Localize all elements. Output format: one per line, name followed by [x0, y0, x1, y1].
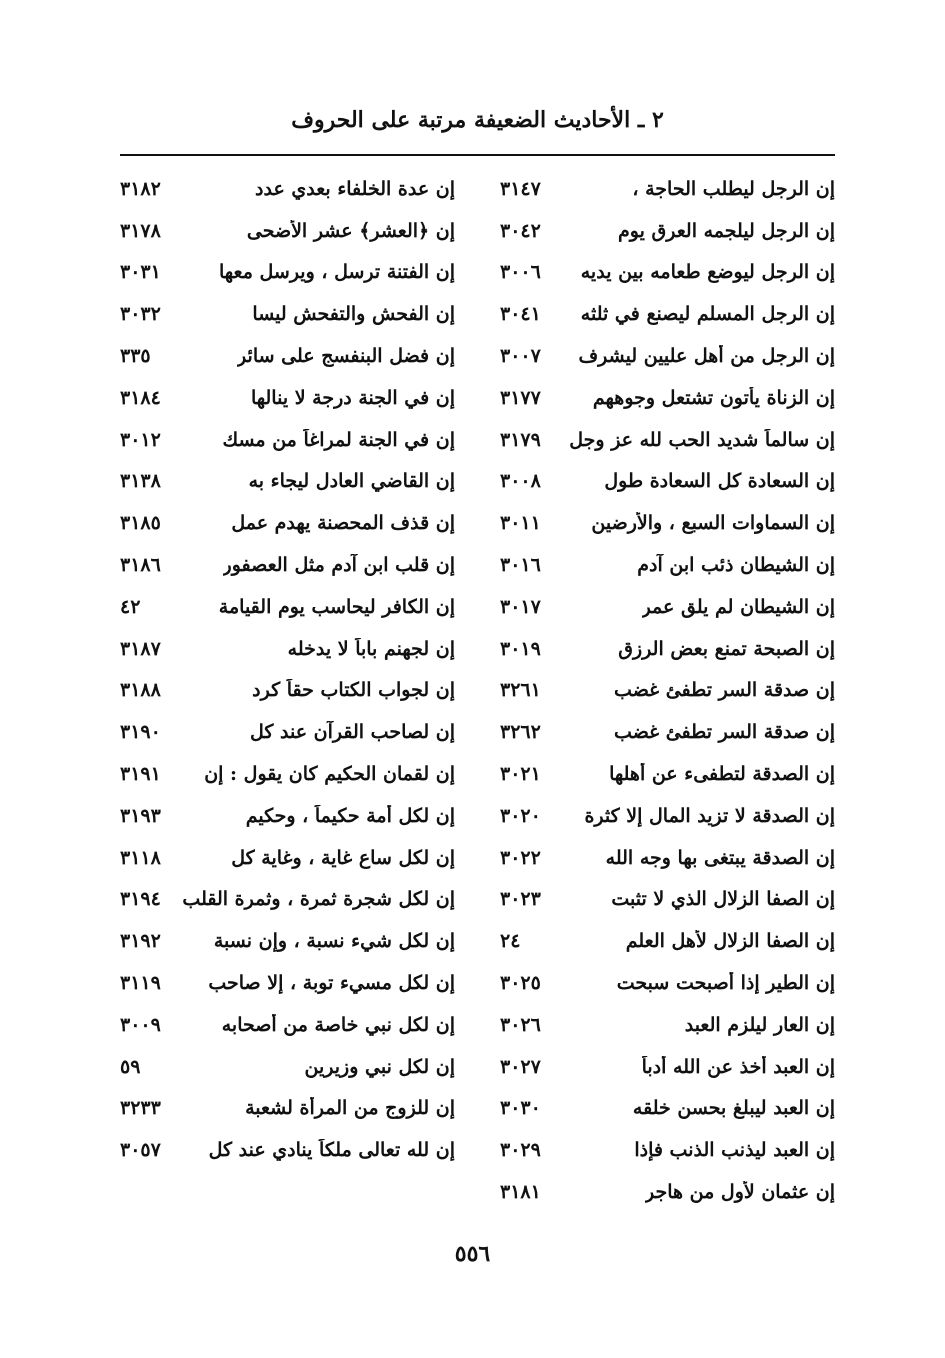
entry-text: إن لجهنم باباً لا يدخله — [287, 637, 455, 660]
entry-number: ٣٠٢٦ — [500, 1013, 541, 1036]
entry-text: إن الفتنة ترسل ، ويرسل معها — [219, 261, 455, 284]
index-entry — [120, 252, 455, 294]
index-entry — [120, 461, 455, 503]
entry-text: إن لجواب الكتاب حقاً كرد — [252, 679, 455, 702]
entry-text: إن الرجل من أهل عليين ليشرف — [578, 345, 835, 368]
entry-number: ٣١٩٢ — [120, 930, 161, 953]
entry-text: إن لكل مسيء توبة ، إلا صاحب — [208, 972, 455, 995]
entry-number: ٣٣٥ — [120, 345, 151, 368]
entry-number: ٣١٧٨ — [120, 219, 161, 242]
index-entry — [120, 1088, 455, 1130]
index-entry — [120, 502, 455, 544]
index-entry — [120, 879, 455, 921]
entry-number: ٣١٨٢ — [120, 177, 161, 200]
index-entry — [500, 210, 835, 252]
index-entry — [120, 210, 455, 252]
entry-number: ٣٠٠٨ — [500, 470, 541, 493]
entry-number: ٣٠٣١ — [120, 261, 161, 284]
entry-number: ٣٠٢٩ — [500, 1139, 541, 1162]
entry-number: ٣٠١٦ — [500, 554, 541, 577]
entry-text: إن العار ليلزم العبد — [684, 1013, 835, 1036]
index-entry — [120, 1004, 455, 1046]
index-entry — [500, 419, 835, 461]
entry-number: ٣٠٢٣ — [500, 888, 541, 911]
index-entry — [500, 670, 835, 712]
entry-number: ٥٩ — [120, 1055, 141, 1078]
index-entry — [500, 795, 835, 837]
entry-number: ٣١٧٧ — [500, 386, 541, 409]
index-entry — [500, 711, 835, 753]
entry-number: ٣٠١٢ — [120, 428, 161, 451]
entry-number: ٣١٨١ — [500, 1181, 541, 1204]
index-column-left — [120, 168, 455, 1171]
index-entry — [500, 879, 835, 921]
index-entry — [120, 837, 455, 879]
entry-text: إن للزوج من المرأة لشعبة — [245, 1097, 455, 1120]
entry-number: ٣١٧٩ — [500, 428, 541, 451]
entry-number: ٣١٩٠ — [120, 721, 161, 744]
entry-number: ٣١٨٦ — [120, 554, 161, 577]
index-entry — [500, 920, 835, 962]
entry-number: ٣٢٣٣ — [120, 1097, 161, 1120]
entry-text: إن لكل ساع غاية ، وغاية كل — [231, 846, 455, 869]
entry-number: ٣٠٣٢ — [120, 303, 161, 326]
index-entry — [500, 586, 835, 628]
index-entry — [120, 920, 455, 962]
entry-number: ٣٠٢١ — [500, 763, 541, 786]
entry-number: ٣٠٣٠ — [500, 1097, 541, 1120]
index-entry — [120, 711, 455, 753]
index-entry — [500, 1046, 835, 1088]
entry-text: إن الشيطان ذئب ابن آدم — [637, 554, 835, 577]
entry-text: إن الصدقة لا تزيد المال إلا كثرة — [584, 804, 835, 827]
entry-number: ٣١٩٤ — [120, 888, 161, 911]
entry-number: ٣٠٠٦ — [500, 261, 541, 284]
entry-number: ٣١٤٧ — [500, 177, 541, 200]
entry-text: إن لكل أمة حكيماً ، وحكيم — [245, 804, 455, 827]
entry-text: إن سالماً شديد الحب لله عز وجل — [569, 428, 835, 451]
entry-text: إن عدة الخلفاء بعدي عدد — [255, 177, 455, 200]
entry-text: إن الصفا الزلال لأهل العلم — [625, 930, 835, 953]
entry-text: إن الزناة يأتون تشتعل وجوههم — [592, 386, 835, 409]
entry-number: ٣٠٤١ — [500, 303, 541, 326]
page-number: ٥٥٦ — [454, 1241, 491, 1267]
index-entry — [120, 1046, 455, 1088]
entry-number: ٣٠١١ — [500, 512, 541, 535]
index-column-right — [500, 168, 835, 1213]
entry-text: إن في الجنة درجة لا ينالها — [250, 386, 455, 409]
index-entry — [500, 1171, 835, 1213]
index-entry — [120, 753, 455, 795]
entry-text: إن ﴿العشر﴾ عشر الأضحى — [246, 219, 455, 242]
index-entry — [120, 377, 455, 419]
index-entry — [120, 628, 455, 670]
entry-text: إن العبد ليذنب الذنب فإذا — [634, 1139, 835, 1162]
entry-text: إن لكل شيء نسبة ، وإن نسبة — [213, 930, 455, 953]
entry-number: ٣٠٢٧ — [500, 1055, 541, 1078]
index-entry — [500, 335, 835, 377]
entry-text: إن صدقة السر تطفئ غضب — [614, 721, 835, 744]
entry-text: إن الرجل ليطلب الحاجة ، — [632, 177, 835, 200]
entry-number: ٣٠٤٢ — [500, 219, 541, 242]
entry-text: إن الكافر ليحاسب يوم القيامة — [218, 595, 455, 618]
index-entry — [500, 252, 835, 294]
entry-text: إن الفحش والتفحش ليسا — [252, 303, 455, 326]
entry-text: إن لصاحب القرآن عند كل — [249, 721, 455, 744]
entry-number: ٣٠١٧ — [500, 595, 541, 618]
entry-text: إن صدقة السر تطفئ غضب — [614, 679, 835, 702]
entry-text: إن لكل شجرة ثمرة ، وثمرة القلب — [182, 888, 455, 911]
index-entry — [500, 753, 835, 795]
entry-number: ٣١٨٤ — [120, 386, 161, 409]
entry-text: إن في الجنة لمراغاً من مسك — [222, 428, 455, 451]
entry-text: إن الرجل ليلجمه العرق يوم — [618, 219, 835, 242]
index-entry — [500, 962, 835, 1004]
index-entry — [500, 502, 835, 544]
entry-number: ٣٠٢٥ — [500, 972, 541, 995]
entry-number: ٣٠٠٧ — [500, 345, 541, 368]
index-entry — [500, 461, 835, 503]
entry-number: ٤٢ — [120, 595, 141, 618]
entry-text: إن قلب ابن آدم مثل العصفور — [222, 554, 455, 577]
index-entry — [120, 335, 455, 377]
entry-number: ٣١١٩ — [120, 972, 161, 995]
index-entry — [500, 1129, 835, 1171]
index-entry — [500, 1088, 835, 1130]
entry-text: إن لكل نبي خاصة من أصحابه — [221, 1013, 455, 1036]
entry-text: إن السماوات السبع ، والأرضين — [591, 512, 835, 535]
entry-text: إن العبد ليبلغ بحسن خلقه — [632, 1097, 835, 1120]
index-entry — [500, 837, 835, 879]
entry-text: إن الصدقة لتطفىء عن أهلها — [609, 763, 835, 786]
entry-text: إن الطير إذا أصبحت سبحت — [616, 972, 835, 995]
entry-number: ٣١٩١ — [120, 763, 161, 786]
entry-text: إن الصدقة يبتغى بها وجه الله — [605, 846, 835, 869]
index-entry — [120, 293, 455, 335]
index-entry — [120, 670, 455, 712]
entry-text: إن الرجل المسلم ليصنع في ثلثه — [580, 303, 835, 326]
entry-number: ٣٢٦١ — [500, 679, 541, 702]
entry-number: ٣١١٨ — [120, 846, 161, 869]
entry-text: إن لقمان الحكيم كان يقول : إن — [204, 763, 455, 786]
entry-text: إن العبد أخذ عن الله أدباً — [641, 1055, 835, 1078]
index-entry — [120, 586, 455, 628]
entry-number: ٣١٨٥ — [120, 512, 161, 535]
index-entry — [120, 544, 455, 586]
index-entry — [500, 293, 835, 335]
entry-number: ٣٠٥٧ — [120, 1139, 161, 1162]
entry-text: إن قذف المحصنة يهدم عمل — [231, 512, 455, 535]
index-entry — [120, 168, 455, 210]
index-entry — [120, 962, 455, 1004]
entry-number: ٣٠٢٠ — [500, 804, 541, 827]
entry-text: إن القاضي العادل ليجاء به — [248, 470, 455, 493]
entry-text: إن الشيطان لم يلق عمر — [641, 595, 835, 618]
index-entry — [500, 544, 835, 586]
entry-text: إن فضل البنفسج على سائر — [237, 345, 455, 368]
entry-text: إن السعادة كل السعادة طول — [604, 470, 835, 493]
running-header: ٢ ـ الأحاديث الضعيفة مرتبة على الحروف — [291, 107, 664, 133]
entry-text: إن الرجل ليوضع طعامه بين يديه — [580, 261, 835, 284]
index-entry — [500, 628, 835, 670]
entry-number: ٣١٨٨ — [120, 679, 161, 702]
entry-number: ٢٤ — [500, 930, 521, 953]
entry-number: ٣٠٠٩ — [120, 1013, 161, 1036]
entry-text: إن الصبحة تمنع بعض الرزق — [618, 637, 835, 660]
index-entry — [500, 168, 835, 210]
entry-number: ٣١٩٣ — [120, 804, 161, 827]
entry-text: إن لله تعالى ملكاً ينادي عند كل — [208, 1139, 455, 1162]
entry-text: إن عثمان لأول من هاجر — [645, 1181, 835, 1204]
entry-text: إن لكل نبي وزيرين — [304, 1055, 455, 1078]
index-entry — [500, 377, 835, 419]
entry-number: ٣٠١٩ — [500, 637, 541, 660]
header-rule — [120, 154, 835, 156]
index-entry — [500, 1004, 835, 1046]
entry-number: ٣٢٦٢ — [500, 721, 541, 744]
entry-text: إن الصفا الزلال الذي لا تثبت — [611, 888, 835, 911]
entry-number: ٣٠٢٢ — [500, 846, 541, 869]
entry-number: ٣١٣٨ — [120, 470, 161, 493]
index-entry — [120, 419, 455, 461]
entry-number: ٣١٨٧ — [120, 637, 161, 660]
index-entry — [120, 795, 455, 837]
index-entry — [120, 1129, 455, 1171]
